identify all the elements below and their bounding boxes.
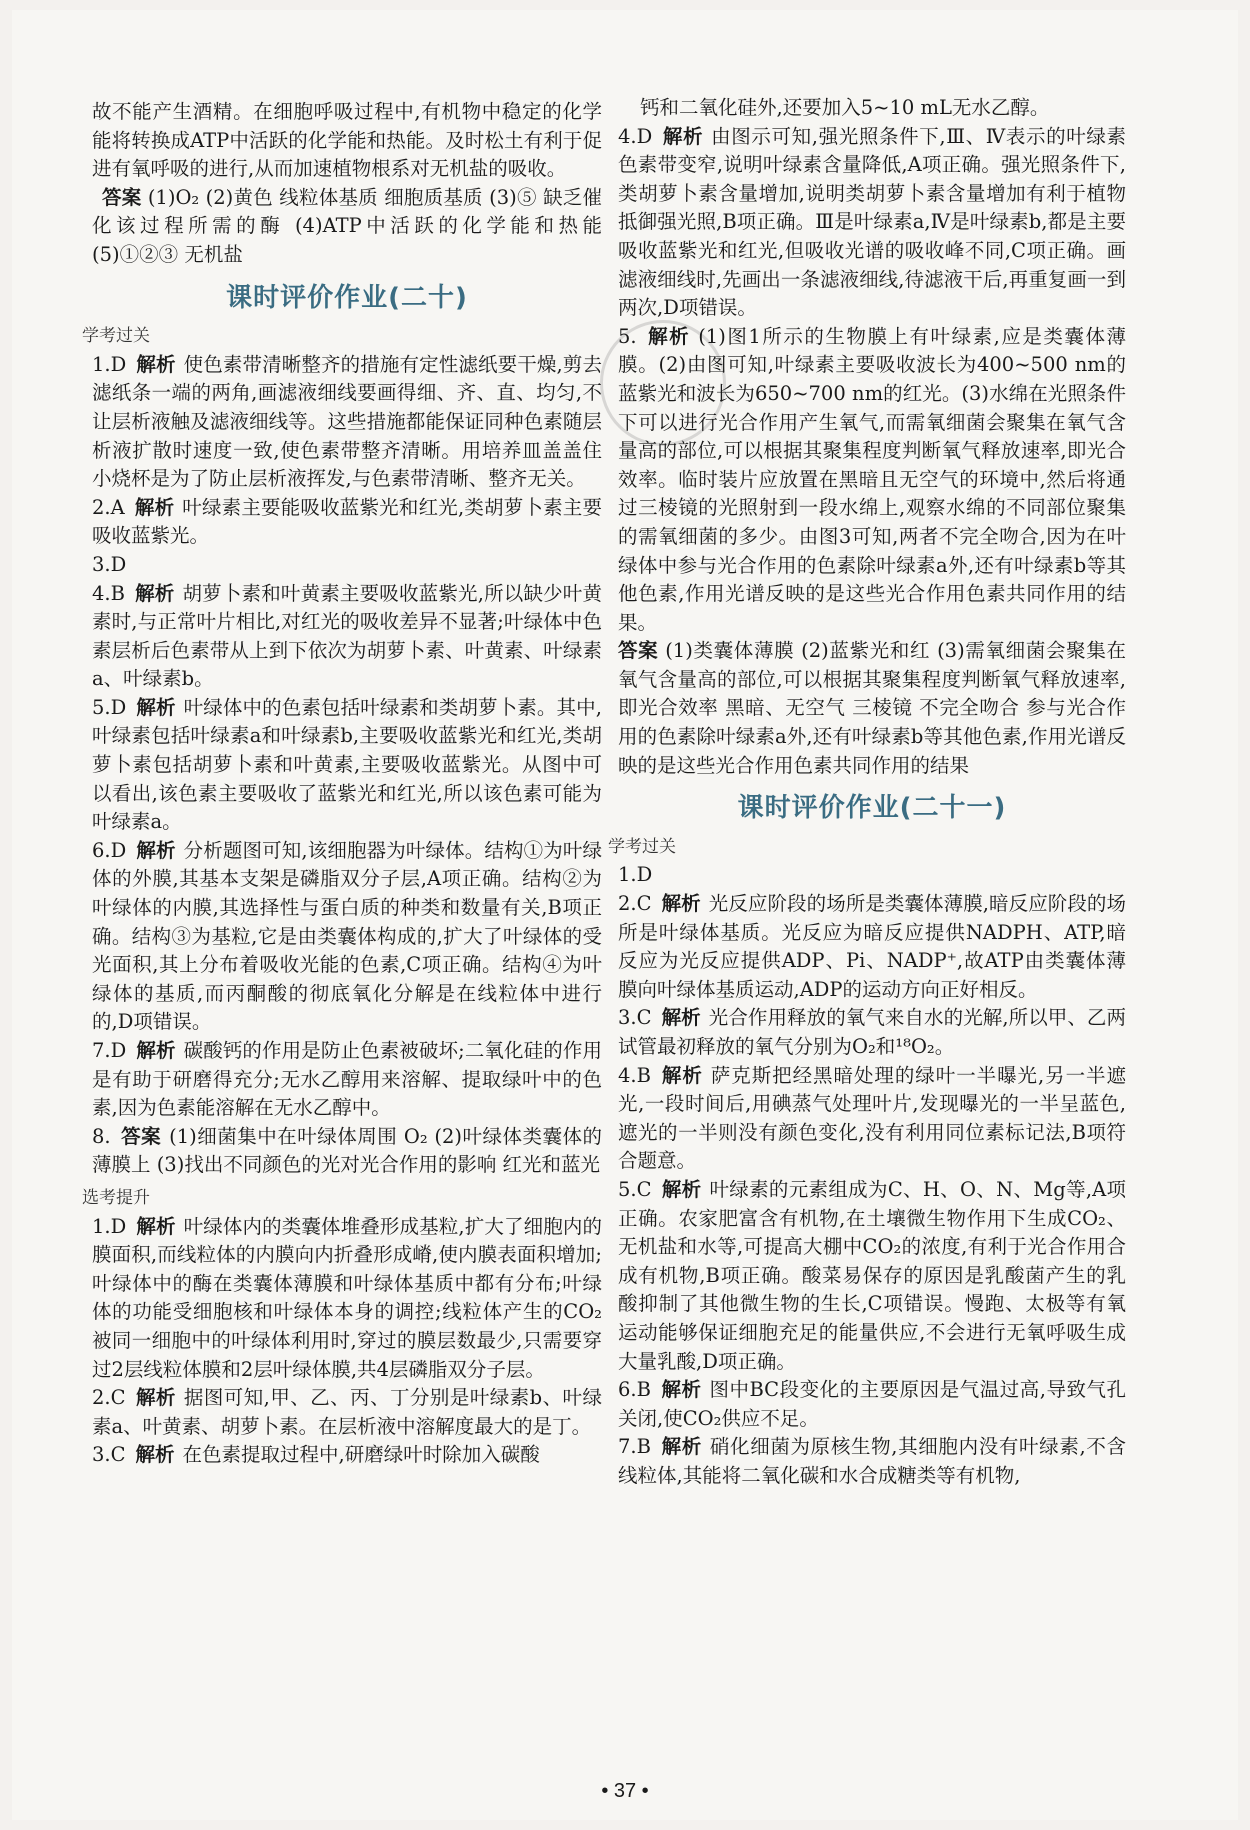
question-number: 3.D	[92, 552, 127, 576]
explanation-label: 解析	[662, 124, 704, 148]
answer-paragraph	[618, 637, 1126, 780]
question-number: 1.D	[92, 352, 127, 376]
question-number: 2.C	[618, 892, 652, 916]
question-item	[618, 1433, 1126, 1490]
explanation-text: 图中BC段变化的主要原因是气温过高,导致气孔关闭,使CO₂供应不足。	[618, 1378, 1126, 1430]
explanation-label: 解析	[136, 1214, 176, 1238]
question-item	[92, 1037, 602, 1123]
question-item	[618, 123, 1126, 323]
question-item	[618, 1062, 1126, 1176]
explanation-label: 解析	[661, 1177, 702, 1201]
question-number: 6.D	[92, 838, 127, 862]
question-list	[618, 123, 1126, 638]
continued-text: 钙和二氧化硅外,还要加入5~10 mL无水乙醇。	[640, 96, 1050, 119]
question-number: 7.D	[92, 1039, 127, 1062]
explanation-label: 答案	[120, 1124, 162, 1148]
question-item	[92, 1384, 602, 1441]
question-item	[92, 580, 602, 694]
question-number: 2.A	[92, 495, 125, 519]
question-number: 4.B	[618, 1063, 651, 1087]
answer-label: 答案	[618, 639, 659, 663]
explanation-text: 由图示可知,强光照条件下,Ⅲ、Ⅳ表示的叶绿素色素带变窄,说明叶绿素含量降低,A项正确。强光照条件下,类胡萝卜素含量增加,说明类胡萝卜素含量增加有利于植物抵御强光照,B项正确。Ⅲ是叶绿素a,Ⅳ是叶绿素b,都是主要吸收蓝紫光和红光,但吸收光谱的吸收峰不同,C项正确。画滤液细线时,先画出一条滤液细线,待滤液干后,再重复画一到两次,D项错误。	[618, 124, 1126, 320]
question-number: 8.	[92, 1124, 111, 1148]
answer-text: (1)O₂ (2)黄色 线粒体基质 细胞质基质 (3)⑤ 缺乏催化该过程所需的酶 (4)ATP中活跃的化学能和热能 (5)①②③ 无机盐	[92, 185, 602, 266]
explanation-text: 光合作用释放的氧气来自水的光解,所以甲、乙两试管最初释放的氧气分别为O₂和¹⁸O₂。	[618, 1006, 1126, 1058]
explanation-label: 解析	[646, 324, 691, 348]
page-number: • 37 •	[601, 1780, 649, 1802]
question-number: 4.B	[92, 581, 125, 605]
question-item	[92, 1123, 602, 1180]
intro-paragraph: 故不能产生酒精。在细胞呼吸过程中,有机物中稳定的化学能将转换成ATP中活跃的化学能和热能。及时松土有利于促进有氧呼吸的进行,从而加速植物根系对无机盐的吸收。	[92, 100, 602, 181]
explanation-label: 解析	[661, 892, 701, 916]
question-item	[92, 1441, 602, 1470]
question-number: 2.C	[92, 1386, 126, 1410]
question-number: 5.	[618, 324, 637, 348]
explanation-label: 解析	[661, 1006, 701, 1030]
section-title: 课时评价作业(二十)	[226, 282, 468, 313]
subsection-heading: 学考过关	[608, 836, 676, 857]
question-number: 7.B	[618, 1435, 651, 1459]
explanation-label: 解析	[134, 495, 175, 519]
explanation-text: 萨克斯把经黑暗处理的绿叶一半曝光,另一半遮光,一段时间后,用碘蒸气处理叶片,发现曝光的一半呈蓝色,遮光的一半则没有颜色变化,没有利用同位素标记法,B项符合题意。	[618, 1063, 1126, 1173]
question-item	[92, 351, 602, 494]
section-title: 课时评价作业(二十一)	[737, 793, 1007, 824]
question-item	[92, 837, 602, 1037]
explanation-label: 解析	[660, 1435, 702, 1459]
explanation-label: 解析	[135, 1386, 176, 1410]
question-item	[618, 861, 1126, 890]
explanation-text: (1)细菌集中在叶绿体周围 O₂ (2)叶绿体类囊体的薄膜上 (3)找出不同颜色的光对光合作用的影响 红光和蓝光	[92, 1124, 602, 1177]
explanation-text: 叶绿素的元素组成为C、H、O、N、Mg等,A项正确。农家肥富含有机物,在土壤微生物作用下生成CO₂、无机盐和水等,可提高大棚中CO₂的浓度,有利于光合作用合成有机物,B项正确。酸菜易保存的原因是乳酸菌产生的乳酸抑制了其他微生物的生长,C项错误。慢跑、太极等有氧运动能够保证细胞充足的能量供应,不会进行无氧呼吸生成大量乳酸,D项正确。	[618, 1177, 1126, 1373]
explanation-label: 解析	[134, 581, 175, 605]
explanation-label: 解析	[136, 1039, 176, 1062]
explanation-text: 叶绿体中的色素包括叶绿素和类胡萝卜素。其中,叶绿素包括叶绿素a和叶绿素b,主要吸收蓝紫光和红光,类胡萝卜素包括胡萝卜素和叶黄素,主要吸收蓝紫光。从图中可以看出,该色素主要吸收了蓝紫光和红光,所以该色素可能为叶绿素a。	[92, 695, 602, 834]
question-item	[618, 323, 1126, 638]
explanation-text: 胡萝卜素和叶黄素主要吸收蓝紫光,所以缺少叶黄素时,与正常叶片相比,对红光的吸收差异不显著;叶绿体中色素层析后色素带从上到下依次为胡萝卜素、叶黄素、叶绿素a、叶绿素b。	[92, 581, 602, 691]
question-number: 3.C	[92, 1443, 126, 1467]
question-item	[92, 494, 602, 551]
explanation-text: 分析题图可知,该细胞器为叶绿体。结构①为叶绿体的外膜,其基本支架是磷脂双分子层,A项正确。结构②为叶绿体的内膜,其选择性与蛋白质的种类和数量有关,B项正确。结构③为基粒,它是由类囊体构成的,扩大了叶绿体的受光面积,其上分布着吸收光能的色素,C项正确。结构④为叶绿体的基质,而丙酮酸的彻底氧化分解是在线粒体中进行的,D项错误。	[92, 838, 602, 1034]
question-item	[92, 694, 602, 837]
question-item	[618, 890, 1126, 1004]
right-column	[608, 94, 1126, 1491]
question-list	[92, 1213, 602, 1470]
answer-label: 答案	[102, 185, 142, 209]
answer-text: (1)类囊体薄膜 (2)蓝紫光和红 (3)需氧细菌会聚集在氧气含量高的部位,可以根据其聚集程度判断氧气释放速率,即光合效率 黑暗、无空气 三棱镜 不完全吻合 参与光合作用的色素除叶绿素a外,还有叶绿素b等其他色素,作用光谱反映的是这些光合作用色素共同作用的结果	[618, 639, 1126, 777]
explanation-text: 在色素提取过程中,研磨绿叶时除加入碳酸	[182, 1443, 540, 1467]
explanation-text: 叶绿素主要能吸收蓝紫光和红光,类胡萝卜素主要吸收蓝紫光。	[92, 495, 602, 548]
explanation-text: 据图可知,甲、乙、丙、丁分别是叶绿素b、叶绿素a、叶黄素、胡萝卜素。在层析液中溶解度最大的是丁。	[92, 1386, 602, 1438]
left-column	[82, 98, 602, 1470]
question-number: 1.D	[92, 1214, 127, 1238]
answer-paragraph	[92, 184, 602, 270]
question-number: 3.C	[618, 1006, 652, 1030]
question-number: 4.D	[618, 124, 653, 148]
subsection-heading: 选考提升	[82, 1187, 150, 1208]
question-number: 5.D	[92, 695, 127, 719]
explanation-text: 叶绿体内的类囊体堆叠形成基粒,扩大了细胞内的膜面积,而线粒体的内膜向内折叠形成嵴,使内膜表面积增加;叶绿体中的酶在类囊体薄膜和叶绿体基质中都有分布;叶绿体的功能受细胞核和叶绿体本身的调控;线粒体产生的CO₂被同一细胞中的叶绿体利用时,穿过的膜层数最少,只需要穿过2层线粒体膜和2层叶绿体膜,共4层磷脂双分子层。	[92, 1214, 602, 1381]
explanation-text: 使色素带清晰整齐的措施有定性滤纸要干燥,剪去滤纸条一端的两角,画滤液细线要画得细、齐、直、均匀,不让层析液触及滤液细线等。这些措施都能保证同种色素随层析液扩散时速度一致,使色素带整齐清晰。用培养皿盖盖住小烧杯是为了防止层析液挥发,与色素带清晰、整齐无关。	[92, 352, 602, 491]
subsection-heading: 学考过关	[82, 326, 150, 347]
question-item	[618, 1376, 1126, 1433]
explanation-text: 硝化细菌为原核生物,其细胞内没有叶绿素,不含线粒体,其能将二氧化碳和水合成糖类等有机物,	[618, 1435, 1126, 1487]
question-number: 6.B	[618, 1378, 651, 1402]
explanation-label: 解析	[136, 695, 176, 719]
question-item	[92, 1213, 602, 1385]
explanation-label: 解析	[136, 838, 176, 862]
explanation-text: 碳酸钙的作用是防止色素被破坏;二氧化硅的作用是有助于研磨得充分;无水乙醇用来溶解、提取绿叶中的色素,因为色素能溶解在无水乙醇中。	[92, 1039, 602, 1120]
question-item	[92, 551, 602, 580]
question-list	[92, 351, 602, 1180]
question-item	[618, 1004, 1126, 1061]
explanation-label: 解析	[136, 352, 176, 376]
question-item	[618, 1176, 1126, 1376]
explanation-text: 光反应阶段的场所是类囊体薄膜,暗反应阶段的场所是叶绿体基质。光反应为暗反应提供NADPH、ATP,暗反应为光反应提供ADP、Pi、NADP⁺,故ATP由类囊体薄膜向叶绿体基质运动,ADP的运动方向正好相反。	[618, 892, 1126, 1001]
question-number: 5.C	[618, 1177, 652, 1201]
explanation-label: 解析	[135, 1443, 175, 1467]
question-list	[618, 861, 1126, 1490]
explanation-text: (1)图1所示的生物膜上有叶绿素,应是类囊体薄膜。(2)由图可知,叶绿素主要吸收波长为400~500 nm的蓝紫光和波长为650~700 nm的红光。(3)水绵在光照条件下可以进行光合作用产生氧气,而需氧细菌会聚集在氧气含量高的部位,可以根据其聚集程度判断氧气释放速率,即光合效率。临时装片应放置在黑暗且无空气的环境中,然后将通过三棱镜的光照射到一段水绵上,观察水绵的不同部位聚集的需氧细菌的多少。由图3可知,两者不完全吻合,因为在叶绿体中参与光合作用的色素除叶绿素a外,还有叶绿素b等其他色素,作用光谱反映的是这些光合作用色素共同作用的结果。	[618, 324, 1126, 634]
explanation-label: 解析	[660, 1378, 702, 1402]
explanation-label: 解析	[660, 1063, 703, 1087]
question-number: 1.D	[618, 863, 653, 887]
